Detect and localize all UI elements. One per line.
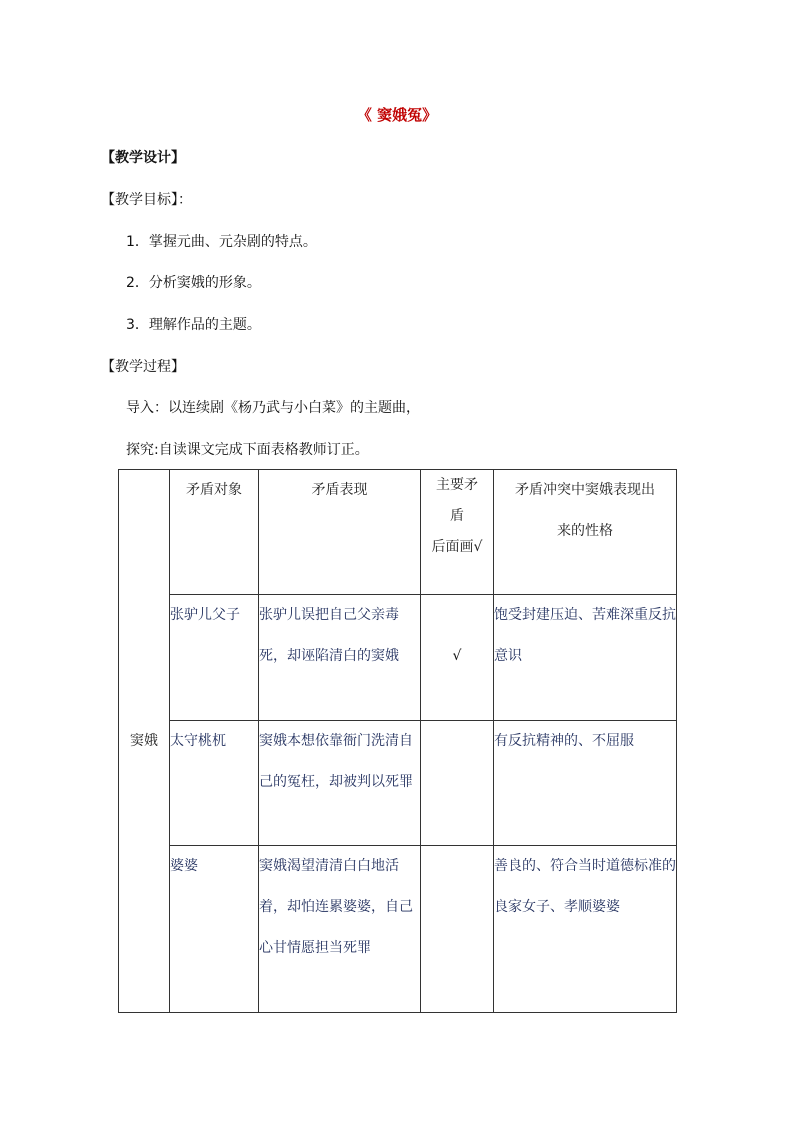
row1-behavior: 张驴儿误把自己父亲毒死，却诬陷清白的窦娥 <box>259 595 421 721</box>
section-design-heading: 【教学设计】 <box>101 150 185 166</box>
conflict-table <box>118 469 677 1013</box>
row2-object: 太守桃杌 <box>170 721 259 846</box>
header-main-line2: 盾 <box>450 508 464 524</box>
row1-character: 饱受封建压迫、苦难深重反抗意识 <box>494 595 677 721</box>
goal-item-2: 2．分析窦娥的形象。 <box>126 275 261 291</box>
table-row <box>119 846 677 1013</box>
header-behavior: 矛盾表现 <box>259 470 421 595</box>
table-row <box>119 721 677 846</box>
document-title: 《 窦娥冤》 <box>356 106 438 124</box>
row2-main-check <box>421 721 494 846</box>
table-left-label: 窦娥 <box>119 470 170 1013</box>
section-goals-heading: 【教学目标】： <box>101 192 192 208</box>
goal-item-1: 1．掌握元曲、元杂剧的特点。 <box>126 234 317 250</box>
row3-object: 婆婆 <box>170 846 259 1013</box>
header-main-conflict <box>421 470 494 595</box>
header-main-line1: 主要矛 <box>436 477 478 493</box>
row3-character: 善良的、符合当时道德标准的良家女子、孝顺婆婆 <box>494 846 677 1013</box>
header-main-line3: 后面画√ <box>431 539 483 555</box>
intro-paragraph: 导入：以连续剧《杨乃武与小白菜》的主题曲， <box>126 400 420 416</box>
header-character-line1: 矛盾冲突中窦娥表现出 <box>515 482 655 498</box>
goal-item-3: 3．理解作品的主题。 <box>126 317 261 333</box>
section-process-heading: 【教学过程】 <box>101 359 185 375</box>
table-header-row <box>119 470 677 595</box>
row3-main-check <box>421 846 494 1013</box>
header-character-line2: 来的性格 <box>557 523 613 539</box>
row3-behavior: 窦娥渴望清清白白地活着，却怕连累婆婆，自己心甘情愿担当死罪 <box>259 846 421 1013</box>
row1-object: 张驴儿父子 <box>170 595 259 721</box>
table-row <box>119 595 677 721</box>
explore-paragraph: 探究:自读课文完成下面表格教师订正。 <box>126 442 369 458</box>
row1-main-check: √ <box>421 595 494 721</box>
header-character <box>494 470 677 595</box>
row2-character: 有反抗精神的、不屈服 <box>494 721 677 846</box>
header-object: 矛盾对象 <box>170 470 259 595</box>
row2-behavior: 窦娥本想依靠衙门洗清自己的冤枉，却被判以死罪 <box>259 721 421 846</box>
